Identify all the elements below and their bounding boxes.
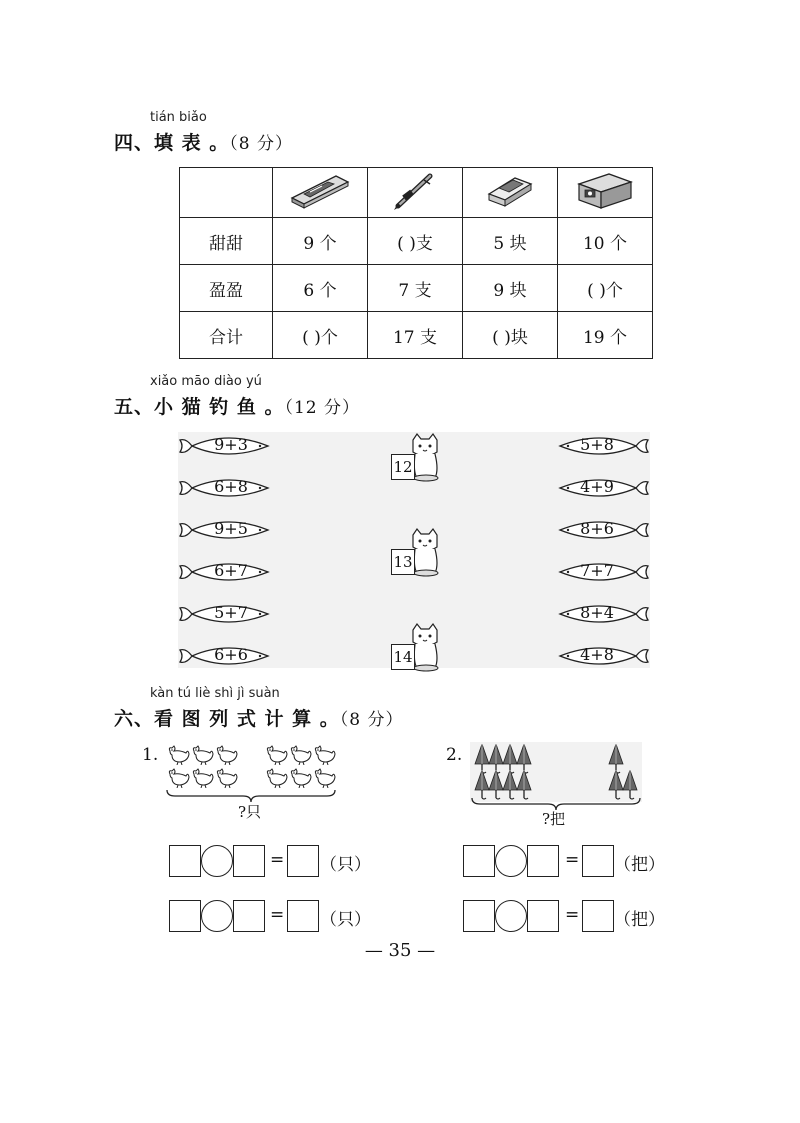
left-fish[interactable] bbox=[178, 558, 270, 586]
row-label: 盈盈 bbox=[180, 265, 273, 312]
table-header-cell bbox=[368, 168, 463, 218]
fish-expression: 9+3 bbox=[214, 435, 248, 454]
chicken-icon bbox=[312, 745, 336, 765]
operator-circle[interactable] bbox=[495, 845, 527, 877]
cat-12[interactable] bbox=[391, 432, 441, 482]
operator-circle[interactable] bbox=[201, 845, 233, 877]
pencil-sharpener-icon bbox=[575, 170, 635, 210]
answer-box[interactable] bbox=[582, 900, 614, 932]
fish-expression: 6+8 bbox=[214, 477, 248, 496]
section4-pinyin: tián biǎo bbox=[150, 110, 207, 125]
table-cell: 19 个 bbox=[558, 312, 653, 359]
operator-circle[interactable] bbox=[495, 900, 527, 932]
section5-heading bbox=[114, 392, 360, 419]
left-fish[interactable] bbox=[178, 474, 270, 502]
equals-sign: = bbox=[565, 850, 580, 870]
section5-number: 五、 bbox=[114, 396, 155, 418]
fill-table bbox=[179, 167, 653, 359]
table-corner-cell bbox=[180, 168, 273, 218]
fish-expression: 5+7 bbox=[214, 603, 248, 622]
section4-number: 四、 bbox=[114, 132, 155, 154]
right-fish[interactable] bbox=[558, 600, 650, 628]
equals-sign: = bbox=[270, 850, 285, 870]
section6-heading bbox=[114, 704, 403, 731]
fish-expression: 8+6 bbox=[580, 519, 614, 538]
table-cell: 9 块 bbox=[463, 265, 558, 312]
chicken bbox=[312, 745, 336, 769]
fish-expression: 9+5 bbox=[214, 519, 248, 538]
section4-points: （8 分） bbox=[229, 134, 293, 154]
chicken-icon bbox=[264, 768, 288, 788]
table-cell: 6 个 bbox=[273, 265, 368, 312]
table-row bbox=[180, 218, 653, 265]
equals-sign: = bbox=[565, 905, 580, 925]
equals-sign: = bbox=[270, 905, 285, 925]
answer-box[interactable] bbox=[463, 845, 495, 877]
fish-expression: 7+7 bbox=[580, 561, 614, 580]
unit-label: （只） bbox=[320, 910, 371, 930]
chicken-icon bbox=[312, 768, 336, 788]
pen-icon bbox=[390, 170, 440, 210]
table-header-cell bbox=[558, 168, 653, 218]
cat-number-box: 12 bbox=[391, 454, 415, 480]
table-cell: 5 块 bbox=[463, 218, 558, 265]
chicken bbox=[288, 745, 312, 769]
right-fish[interactable] bbox=[558, 474, 650, 502]
left-fish[interactable] bbox=[178, 600, 270, 628]
chicken bbox=[214, 745, 238, 769]
row-label: 甜甜 bbox=[180, 218, 273, 265]
table-cell-answer[interactable]: ( )支 bbox=[368, 218, 463, 265]
chicken bbox=[190, 745, 214, 769]
unit-label: （把） bbox=[614, 910, 665, 930]
table-cell-answer[interactable]: ( )个 bbox=[558, 265, 653, 312]
section6-points: （8 分） bbox=[339, 710, 404, 730]
chicken-icon bbox=[288, 745, 312, 765]
answer-box[interactable] bbox=[287, 845, 319, 877]
answer-box[interactable] bbox=[527, 900, 559, 932]
fish-expression: 6+7 bbox=[214, 561, 248, 580]
section6-number: 六、 bbox=[114, 708, 155, 730]
chicken-icon bbox=[214, 745, 238, 765]
right-fish[interactable] bbox=[558, 516, 650, 544]
right-fish[interactable] bbox=[558, 432, 650, 460]
section6-pinyin: kàn tú liè shì jì suàn bbox=[150, 686, 280, 701]
problem2-number: 2. bbox=[446, 745, 463, 765]
fish-expression: 5+8 bbox=[580, 435, 614, 454]
answer-box[interactable] bbox=[233, 845, 265, 877]
fish-expression: 8+4 bbox=[580, 603, 614, 622]
section5-title: 小 猫 钓 鱼 。 bbox=[154, 396, 285, 418]
table-cell: 10 个 bbox=[558, 218, 653, 265]
chicken-icon bbox=[264, 745, 288, 765]
table-header-cell bbox=[273, 168, 368, 218]
problem1-total-label: ?只 bbox=[238, 803, 262, 821]
chicken-icon bbox=[214, 768, 238, 788]
cat-number-box: 14 bbox=[391, 644, 415, 670]
section4-heading bbox=[114, 128, 293, 155]
unit-label: （只） bbox=[320, 855, 371, 875]
answer-box[interactable] bbox=[169, 845, 201, 877]
answer-box[interactable] bbox=[233, 900, 265, 932]
answer-box[interactable] bbox=[169, 900, 201, 932]
table-cell: 7 支 bbox=[368, 265, 463, 312]
table-row bbox=[180, 312, 653, 359]
right-fish[interactable] bbox=[558, 558, 650, 586]
table-header-row bbox=[180, 168, 653, 218]
pencil-case-icon bbox=[288, 170, 352, 210]
section6-title: 看 图 列 式 计 算 。 bbox=[154, 708, 340, 730]
answer-box[interactable] bbox=[527, 845, 559, 877]
chicken-icon bbox=[288, 768, 312, 788]
left-fish[interactable] bbox=[178, 642, 270, 670]
answer-box[interactable] bbox=[582, 845, 614, 877]
cat-number-box: 13 bbox=[391, 549, 415, 575]
left-fish[interactable] bbox=[178, 432, 270, 460]
table-cell-answer[interactable]: ( )个 bbox=[273, 312, 368, 359]
chicken-icon bbox=[166, 768, 190, 788]
chicken-icon bbox=[190, 745, 214, 765]
cat-14[interactable] bbox=[391, 622, 441, 672]
answer-box[interactable] bbox=[463, 900, 495, 932]
chicken-icon bbox=[166, 745, 190, 765]
problem2-total-label: ?把 bbox=[542, 810, 566, 828]
unit-label: （把） bbox=[614, 855, 665, 875]
cat-13[interactable] bbox=[391, 527, 441, 577]
section5-points: （12 分） bbox=[284, 398, 361, 418]
row-label: 合计 bbox=[180, 312, 273, 359]
fish-expression: 4+9 bbox=[580, 477, 614, 496]
left-fish[interactable] bbox=[178, 516, 270, 544]
answer-box[interactable] bbox=[287, 900, 319, 932]
fish-expression: 6+6 bbox=[214, 645, 248, 664]
table-row bbox=[180, 265, 653, 312]
section5-pinyin: xiǎo māo diào yú bbox=[150, 374, 262, 389]
page-number: — 35 — bbox=[364, 940, 436, 961]
problem1-number: 1. bbox=[142, 745, 159, 765]
eraser-icon bbox=[485, 172, 535, 208]
table-header-cell bbox=[463, 168, 558, 218]
chicken-icon bbox=[190, 768, 214, 788]
table-cell-answer[interactable]: ( )块 bbox=[463, 312, 558, 359]
chicken bbox=[264, 745, 288, 769]
table-cell: 17 支 bbox=[368, 312, 463, 359]
right-fish[interactable] bbox=[558, 642, 650, 670]
table-cell: 9 个 bbox=[273, 218, 368, 265]
fish-expression: 4+8 bbox=[580, 645, 614, 664]
operator-circle[interactable] bbox=[201, 900, 233, 932]
chicken bbox=[166, 745, 190, 769]
section4-title: 填 表 。 bbox=[154, 132, 230, 154]
